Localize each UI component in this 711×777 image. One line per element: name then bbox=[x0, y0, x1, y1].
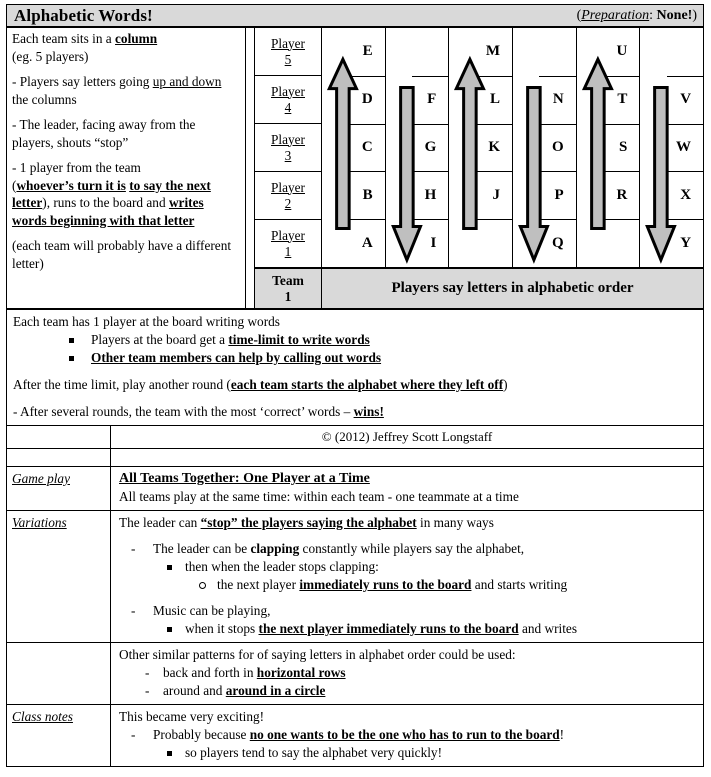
letter-cell-S: S bbox=[577, 124, 640, 172]
variations-gap-1 bbox=[119, 532, 697, 540]
letter-cell-X: X bbox=[640, 171, 703, 219]
mid-line-2-b: each team starts the alphabet where they left off bbox=[230, 377, 504, 392]
letter-cell- bbox=[449, 219, 512, 267]
intro-p2-a: - Players say letters going bbox=[12, 74, 153, 89]
letter-cell-N: N bbox=[513, 76, 576, 124]
patterns-dash-1 bbox=[119, 664, 697, 682]
class-notes-d1-noone: no one wants to be the one who has to run to the board bbox=[249, 727, 560, 742]
letter-cell- bbox=[386, 28, 449, 76]
variations-gap-2 bbox=[119, 594, 697, 602]
prep-close-paren: ) bbox=[692, 8, 697, 23]
intro-p1-column-word: column bbox=[115, 31, 158, 46]
player-5-num: 5 bbox=[284, 51, 292, 67]
copyright-label-cell bbox=[7, 426, 111, 448]
mid-gap-1 bbox=[13, 367, 697, 376]
player-4-word: Player bbox=[271, 83, 305, 99]
class-notes-line-1: This became very exciting! bbox=[119, 709, 265, 724]
player-label-column bbox=[255, 28, 322, 267]
letter-cell-H: H bbox=[386, 171, 449, 219]
mid-line-3 bbox=[13, 403, 697, 421]
patterns-d2-a: around and bbox=[163, 683, 226, 698]
class-notes-d1-c: ! bbox=[559, 727, 565, 742]
letter-cells-5 bbox=[577, 28, 640, 267]
letter-column-4 bbox=[513, 28, 577, 267]
variations-s2-runs: the next player immediately runs to the board bbox=[258, 621, 519, 636]
variations-dash-1 bbox=[119, 540, 697, 558]
player-cell-5 bbox=[255, 28, 321, 76]
letter-cells-3 bbox=[449, 28, 512, 267]
mid-line-2-c: ) bbox=[503, 377, 508, 392]
copyright-text: © (2012) Jeffrey Scott Longstaff bbox=[321, 429, 493, 444]
letter-column-2 bbox=[386, 28, 450, 267]
intro-p2-c: the columns bbox=[12, 91, 77, 107]
game-play-text: All teams play at the same time: within each team - one teammate at a time bbox=[119, 489, 519, 504]
variations-intro-c: in many ways bbox=[416, 515, 494, 530]
empty-row bbox=[7, 449, 703, 467]
patterns-row bbox=[7, 643, 703, 705]
team-label-num: 1 bbox=[284, 288, 292, 304]
game-play-body bbox=[111, 467, 703, 510]
diagram-grid bbox=[255, 28, 703, 267]
intro-p4-whoever: whoever’s turn it is bbox=[16, 177, 126, 193]
mid-line-2 bbox=[13, 376, 697, 394]
mid-line-2-a: After the time limit, play another round ( bbox=[13, 377, 231, 392]
class-notes-d1-a: Probably because bbox=[153, 727, 250, 742]
player-1-num: 1 bbox=[284, 243, 292, 259]
letter-cell-T: T bbox=[577, 76, 640, 124]
team-label-word: Team bbox=[272, 272, 304, 288]
diagram-spacer-column bbox=[246, 28, 255, 308]
game-play-label-text: Game play bbox=[12, 471, 70, 486]
variations-s2-a: when it stops bbox=[185, 621, 259, 636]
patterns-intro: Other similar patterns for of saying letters in alphabet order could be used: bbox=[119, 647, 516, 662]
letter-cell-O: O bbox=[513, 124, 576, 172]
mid-bullet-1-a: Players at the board get a bbox=[91, 332, 229, 347]
class-notes-sub-1: so players tend to say the alphabet very quickly! bbox=[119, 744, 697, 762]
game-play-heading: All Teams Together: One Player at a Time bbox=[119, 471, 370, 486]
letter-cell-M: M bbox=[485, 43, 501, 60]
letter-cells-6 bbox=[640, 28, 703, 267]
mid-line-1: Each team has 1 player at the board writing words bbox=[13, 314, 280, 329]
patterns-d1-a: back and forth in bbox=[163, 665, 257, 680]
letter-cell-V: V bbox=[640, 76, 703, 124]
intro-p4-nextletter: to say the next letter bbox=[12, 177, 211, 210]
letter-cells-2 bbox=[386, 28, 449, 267]
variations-circle-1 bbox=[119, 576, 697, 594]
intro-p4-writes: writes words beginning with that letter bbox=[12, 195, 204, 228]
letter-cell-W: W bbox=[640, 124, 703, 172]
prep-open-paren: ( bbox=[576, 8, 582, 23]
mid-bullet-1-b: time-limit to write words bbox=[228, 332, 370, 347]
intro-paragraph-1 bbox=[12, 30, 240, 65]
class-notes-body bbox=[111, 705, 703, 766]
document-sheet bbox=[6, 4, 704, 767]
letter-cell-F: F bbox=[386, 76, 449, 124]
variations-label-text: Variations bbox=[12, 515, 67, 530]
letter-column-3 bbox=[449, 28, 513, 267]
player-cell-1 bbox=[255, 220, 321, 267]
patterns-body bbox=[111, 643, 703, 704]
copyright-row bbox=[7, 426, 703, 449]
letter-cells-1 bbox=[322, 28, 385, 267]
letter-cell-Q: Q bbox=[513, 219, 576, 267]
variations-d1-c: constantly while players say the alphabet, bbox=[299, 541, 525, 556]
mid-line-3-a: - After several rounds, the team with the most ‘correct’ words – bbox=[13, 404, 354, 419]
mid-bullet-2 bbox=[61, 349, 697, 367]
variations-intro-a: The leader can bbox=[119, 515, 201, 530]
intro-text-column bbox=[7, 28, 246, 308]
variations-intro bbox=[119, 514, 697, 532]
team-label bbox=[255, 269, 322, 308]
variations-o1-c: and starts writing bbox=[471, 577, 568, 592]
letter-column-1 bbox=[322, 28, 386, 267]
variations-dash-2: - Music can be playing, bbox=[119, 602, 697, 620]
intro-p4-d: ), runs to the board and bbox=[42, 195, 169, 210]
variations-sub-1: then when the leader stops clapping: bbox=[119, 558, 697, 576]
player-3-word: Player bbox=[271, 131, 305, 147]
player-2-word: Player bbox=[271, 179, 305, 195]
patterns-dash-2 bbox=[119, 682, 697, 700]
letter-cell-R: R bbox=[577, 171, 640, 219]
mid-gap-2 bbox=[13, 394, 697, 403]
mid-line-3-wins: wins! bbox=[353, 404, 384, 419]
letter-cell-L: L bbox=[449, 76, 512, 124]
letter-cell-I: I bbox=[386, 219, 449, 267]
player-5-word: Player bbox=[271, 35, 305, 51]
intro-paragraph-2 bbox=[12, 73, 240, 108]
variations-intro-stop: “stop” the players saying the alphabet bbox=[200, 515, 417, 530]
team-caption: Players say letters in alphabetic order bbox=[391, 280, 634, 296]
prep-label: Preparation bbox=[581, 8, 650, 23]
team-strip bbox=[255, 267, 703, 308]
letter-cell- bbox=[513, 28, 576, 76]
intro-p1-c: (eg. 5 players) bbox=[12, 48, 89, 64]
letter-column-5 bbox=[577, 28, 641, 267]
player-cell-2 bbox=[255, 172, 321, 220]
letter-cell-B: B bbox=[322, 171, 385, 219]
letter-cells-4 bbox=[513, 28, 576, 267]
mid-block bbox=[7, 310, 703, 426]
variations-body bbox=[111, 511, 703, 642]
mid-bullet-1 bbox=[61, 331, 697, 349]
mid-bullet-2-text: Other team members can help by calling out words bbox=[91, 350, 382, 365]
diagram bbox=[255, 28, 703, 308]
variations-d1-a: The leader can be bbox=[153, 541, 251, 556]
letter-cell-K: K bbox=[449, 124, 512, 172]
prep-separator: : bbox=[649, 8, 657, 23]
letter-cell- bbox=[577, 219, 640, 267]
patterns-label-cell bbox=[7, 643, 111, 704]
letter-cell-P: P bbox=[513, 171, 576, 219]
player-3-num: 3 bbox=[284, 147, 292, 163]
player-cell-3 bbox=[255, 124, 321, 172]
variations-label bbox=[7, 511, 111, 642]
intro-p4-a: - 1 player from the team bbox=[12, 160, 141, 175]
variations-d1-clapping: clapping bbox=[250, 541, 300, 556]
class-notes-dash-1 bbox=[119, 726, 697, 744]
letter-cell-A: A bbox=[322, 219, 385, 267]
letter-column-6 bbox=[640, 28, 703, 267]
top-band bbox=[7, 28, 703, 310]
title-bar bbox=[7, 5, 703, 28]
letter-cell- bbox=[640, 28, 703, 76]
preparation-note bbox=[577, 8, 697, 23]
letter-cell-Y: Y bbox=[640, 219, 703, 267]
player-cell-4 bbox=[255, 76, 321, 124]
letter-cell-U: U bbox=[616, 43, 628, 60]
variations-s2-c: and writes bbox=[518, 621, 577, 636]
class-notes-label bbox=[7, 705, 111, 766]
player-4-num: 4 bbox=[284, 99, 292, 115]
class-notes-row bbox=[7, 705, 703, 766]
intro-paragraph-4: - 1 player from the team (whoever’s turn it is to say the next letter), runs to the board and writes words beginning with that letter bbox=[12, 160, 211, 228]
player-2-num: 2 bbox=[284, 195, 292, 211]
page-title: Alphabetic Words! bbox=[14, 6, 153, 25]
intro-p1-a: Each team sits in a bbox=[12, 31, 116, 46]
letter-cell-E: E bbox=[362, 43, 373, 60]
variations-o1-a: the next player bbox=[217, 577, 300, 592]
class-notes-label-text: Class notes bbox=[12, 709, 73, 724]
intro-paragraph-5: (each team will probably have a different letter) bbox=[12, 238, 232, 271]
variations-row bbox=[7, 511, 703, 643]
letter-cell-C: C bbox=[322, 124, 385, 172]
letter-cell-J: J bbox=[449, 171, 512, 219]
game-play-label bbox=[7, 467, 111, 510]
letter-cell-G: G bbox=[386, 124, 449, 172]
empty-row-label-cell bbox=[7, 449, 111, 466]
patterns-d2-circle: around in a circle bbox=[225, 683, 326, 698]
patterns-d1-rows: horizontal rows bbox=[256, 665, 346, 680]
variations-o1-runs: immediately runs to the board bbox=[299, 577, 472, 592]
player-1-word: Player bbox=[271, 227, 305, 243]
intro-paragraph-3: - The leader, facing away from the players, shouts “stop” bbox=[12, 117, 196, 150]
variations-sub-2 bbox=[119, 620, 697, 638]
prep-value: None! bbox=[656, 8, 693, 23]
letter-cell-D: D bbox=[322, 76, 385, 124]
intro-p2-updown: up and down bbox=[152, 74, 222, 89]
empty-row-body-cell bbox=[111, 449, 703, 466]
game-play-row bbox=[7, 467, 703, 511]
